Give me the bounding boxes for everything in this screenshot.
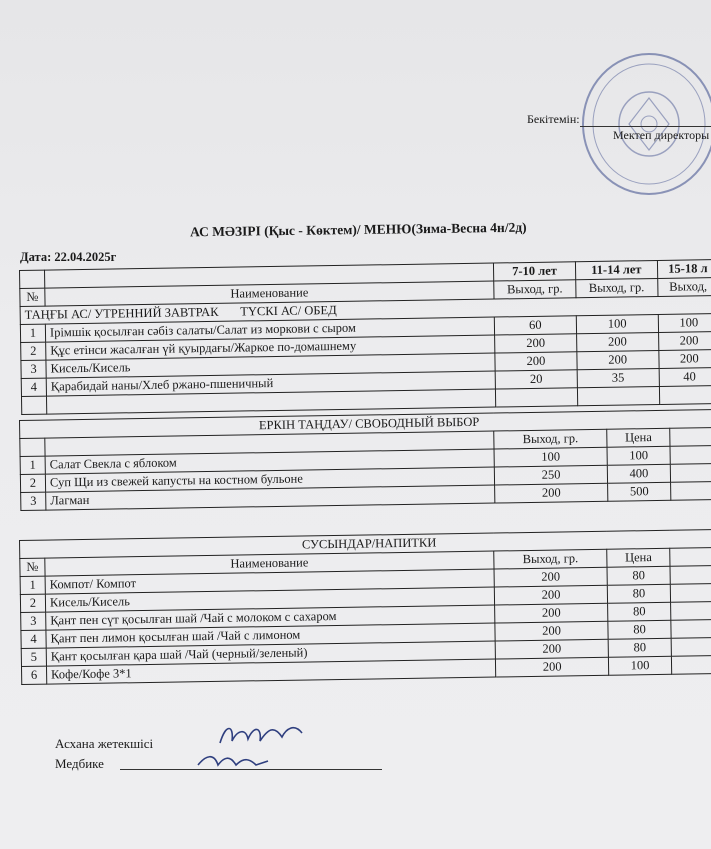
cook-label: Асхана жетекшісі xyxy=(55,736,154,751)
age-group-1: 7-10 лет xyxy=(493,262,575,281)
yield-header: Выход, xyxy=(657,278,711,297)
yield-header: Выход, гр. xyxy=(494,280,576,299)
age-group-2: 11-14 лет xyxy=(575,260,657,279)
yield-header: Выход, гр. xyxy=(494,429,607,449)
table-row: 4 Қарабидай наны/Хлеб ржано-пшеничный 20 35 40 xyxy=(21,367,711,396)
yield-header: Выход, гр. xyxy=(576,278,658,297)
table-row: 2 Кисель/Кисель 200 80 xyxy=(20,584,711,613)
table-row: 3 Кисель/Кисель 200 200 200 xyxy=(21,350,711,379)
approval-signature-line xyxy=(580,126,711,127)
table-row: 5 Қант қосылған қара шай /Чай (черный/зеленый) 200 80 xyxy=(21,637,711,666)
price-header: Цена xyxy=(607,548,670,567)
dish-name: Кисель/Кисель xyxy=(46,353,495,378)
table-row: 2 Суп Щи из свежей капусты на костном бульоне 250 400 xyxy=(20,464,711,493)
table-row: 2 Құс етінси жасалған үй қуырдағы/Жаркое по-домашнему 200 200 200 xyxy=(21,332,711,361)
price-header: Цена xyxy=(607,428,670,447)
dish-name: Қарабидай наны/Хлеб ржано-пшеничный xyxy=(46,371,495,396)
drink-name: Кофе/Кофе 3*1 xyxy=(46,659,495,684)
director-label: Мектеп директоры xyxy=(613,128,710,142)
drink-name: Қант қосылған қара шай /Чай (черный/зеленый) xyxy=(46,641,495,666)
num-header: № xyxy=(20,558,45,576)
drink-name: Кисель/Кисель xyxy=(45,587,494,612)
document-title: АС МӘЗІРІ (Қыс - Көктем)/ МЕНЮ(Зима-Весна 4н/2д) xyxy=(189,219,527,240)
drink-name: Қант пен сүт қосылған шай /Чай с молоком с сахаром xyxy=(46,605,495,630)
table-row: 1 Компот/ Компот 200 80 xyxy=(20,566,711,595)
table-row: 3 Қант пен сүт қосылған шай /Чай с молоком с сахаром 200 80 xyxy=(21,602,711,631)
approval-label: Бекітемін: xyxy=(527,112,580,126)
drink-name: Компот/ Компот xyxy=(45,569,494,594)
yield-header: Выход, гр. xyxy=(494,549,607,569)
table-row: 4 Қант пен лимон қосылған шай /Чай с лимоном 200 80 xyxy=(21,620,711,649)
dish-name: Салат Свекла с яблоком xyxy=(45,449,494,474)
dish-name: Құс етінси жасалған үй қуырдағы/Жаркое по-домашнему xyxy=(46,335,495,360)
name-header: Наименование xyxy=(45,551,494,576)
dish-name: Лагман xyxy=(46,485,495,510)
table-row: 1 Салат Свекла с яблоком 100 100 xyxy=(20,446,711,475)
dish-name: Ірімшік қосылған сәбіз салаты/Салат из моркови с сыром xyxy=(45,317,494,342)
drink-name: Қант пен лимон қосылған шай /Чай с лимоном xyxy=(46,623,495,648)
section-header: СУСЫНДАР/НАПИТКИ xyxy=(20,530,711,559)
age-group-3: 15-18 л xyxy=(657,260,711,279)
section-header: ЕРКІН ТАҢДАУ/ СВОБОДНЫЙ ВЫБОР xyxy=(20,410,711,439)
table-row: 6 Кофе/Кофе 3*1 200 100 xyxy=(21,655,711,684)
official-seal-icon xyxy=(577,50,711,198)
table-row: 1 Ірімшік қосылған сәбіз салаты/Салат из моркови с сыром 60 100 100 xyxy=(20,314,711,343)
free-choice-table xyxy=(19,409,711,511)
section-header: ТАҢҒЫ АС/ УТРЕННИЙ ЗАВТРАК ТҮСКІ АС/ ОБЕД xyxy=(20,296,711,325)
num-header: № xyxy=(20,288,45,306)
document-date: Дата: 22.04.2025г xyxy=(20,250,117,264)
main-menu-table xyxy=(19,259,711,415)
drinks-table xyxy=(19,529,711,685)
dish-name: Суп Щи из свежей капусты на костном бульоне xyxy=(45,467,494,492)
name-header: Наименование xyxy=(45,281,494,306)
handwritten-signature-icon xyxy=(190,715,330,775)
table-row: 3 Лагман 200 500 xyxy=(21,482,711,511)
nurse-label: Медбике xyxy=(55,756,104,771)
